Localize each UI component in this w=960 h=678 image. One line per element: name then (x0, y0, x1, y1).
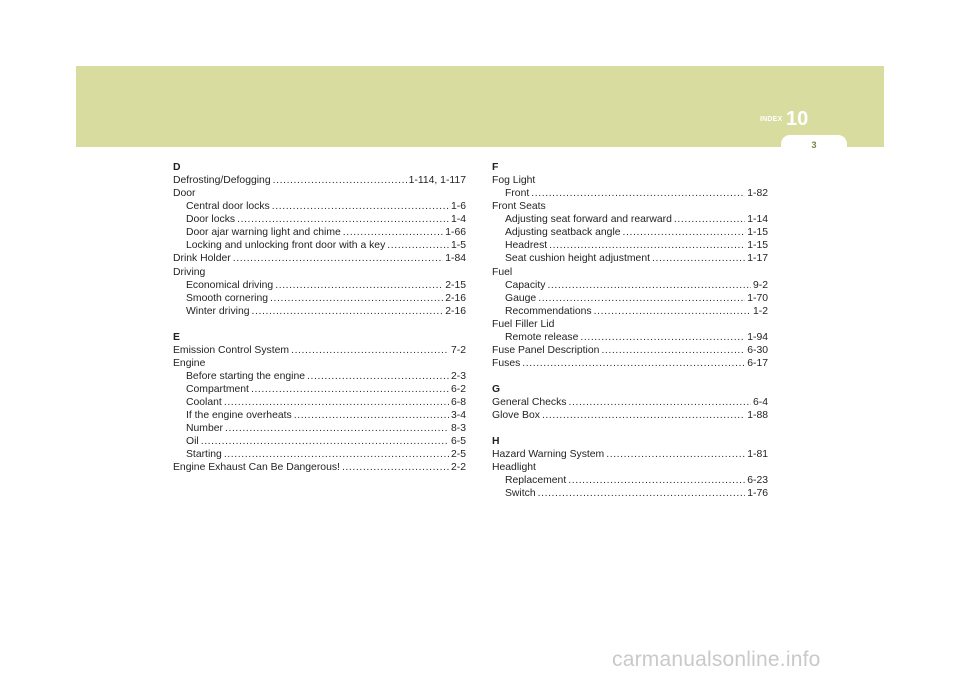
entry-label: Remote release (505, 331, 579, 343)
dot-leader (291, 344, 449, 357)
dot-leader (522, 357, 745, 370)
entry-label: Coolant (186, 397, 222, 409)
entry-page: 1-76 (747, 488, 768, 500)
section-gap (173, 318, 466, 331)
section-letter: F (492, 162, 499, 173)
entry-label: Smooth cornering (186, 292, 269, 304)
index-subentry (173, 279, 466, 292)
entry-page: 2-2 (450, 462, 466, 474)
entry-label: Front (505, 188, 530, 200)
index-entry-heading: Headlight (492, 462, 536, 474)
dot-leader (594, 305, 751, 318)
entry-label: General Checks (492, 397, 567, 409)
dot-leader (674, 213, 745, 226)
entry-label: Drink Holder (173, 253, 231, 265)
index-label: INDEX (760, 116, 783, 123)
index-entry-heading: Front Seats (492, 201, 546, 213)
entry-page: 2-5 (450, 449, 466, 461)
index-subentry (173, 383, 466, 396)
dot-leader (233, 252, 443, 265)
entry-label: Replacement (505, 475, 567, 487)
entry-page: 2-16 (445, 292, 466, 304)
dot-leader (343, 226, 443, 239)
entry-page: 2-15 (445, 279, 466, 291)
entry-label: Gauge (505, 292, 537, 304)
index-entry (173, 252, 466, 265)
entry-page: 1-14 (747, 214, 768, 226)
index-subentry (492, 487, 768, 500)
dot-leader (201, 435, 449, 448)
index-subentry (173, 370, 466, 383)
dot-leader (531, 187, 745, 200)
entry-label: Door ajar warning light and chime (186, 227, 341, 239)
entry-label: Starting (186, 449, 222, 461)
watermark: carmanualsonline.info (612, 648, 821, 671)
entry-page: 1-15 (747, 240, 768, 252)
dot-leader (580, 331, 745, 344)
index-subentry (492, 252, 768, 265)
index-column-right (492, 161, 768, 501)
index-entry (492, 396, 768, 409)
dot-leader (224, 448, 449, 461)
index-subentry (173, 422, 466, 435)
dot-leader (542, 409, 745, 422)
entry-label: Adjusting seat forward and rearward (505, 214, 672, 226)
entry-label: Seat cushion height adjustment (505, 253, 650, 265)
index-subentry (173, 409, 466, 422)
entry-page: 1-5 (450, 240, 466, 252)
entry-page: 8-3 (450, 423, 466, 435)
index-subentry (492, 187, 768, 200)
entry-page: 1-6 (450, 201, 466, 213)
index-entry-heading: Engine (173, 357, 206, 369)
section-letter: G (492, 384, 501, 395)
entry-label: Central door locks (186, 201, 270, 213)
entry-page: 6-8 (450, 397, 466, 409)
entry-page: 2-3 (450, 370, 466, 382)
dot-leader (275, 279, 443, 292)
entry-label: Capacity (505, 279, 546, 291)
entry-label: Hazard Warning System (492, 449, 605, 461)
index-subentry (492, 213, 768, 226)
entry-page: 1-70 (747, 292, 768, 304)
index-entry (492, 448, 768, 461)
index-subentry (173, 239, 466, 252)
entry-label: Locking and unlocking front door with a key (186, 240, 386, 252)
dot-leader (569, 396, 751, 409)
entry-page: 1-94 (747, 331, 768, 343)
index-entry-heading: Fuel Filler Lid (492, 318, 555, 330)
dot-leader (237, 213, 449, 226)
entry-label: Oil (186, 436, 199, 448)
index-entry-heading: Fuel (492, 266, 513, 278)
entry-page: 1-15 (747, 227, 768, 239)
entry-page: 6-23 (747, 475, 768, 487)
entry-page: 6-4 (752, 397, 768, 409)
dot-leader (307, 370, 449, 383)
index-column-left (173, 161, 466, 474)
entry-label: Economical driving (186, 279, 274, 291)
dot-leader (538, 292, 745, 305)
page-number: 3 (811, 140, 817, 150)
index-entry-heading: Driving (173, 266, 206, 278)
entry-page: 3-4 (450, 410, 466, 422)
dot-leader (652, 252, 745, 265)
section-gap (492, 370, 768, 383)
index-entry-heading: Fog Light (492, 175, 536, 187)
index-subentry (173, 435, 466, 448)
entry-label: Door locks (186, 214, 236, 226)
index-entry (173, 461, 466, 474)
entry-page: 1-2 (752, 305, 768, 317)
header-band (76, 66, 884, 147)
index-entry (173, 344, 466, 357)
index-subentry (173, 200, 466, 213)
entry-label: Compartment (186, 384, 249, 395)
index-subentry (173, 448, 466, 461)
dot-leader (273, 174, 407, 187)
index-subentry (173, 396, 466, 409)
dot-leader (623, 226, 746, 239)
entry-page: 1-82 (747, 188, 768, 200)
entry-label: Adjusting seatback angle (505, 227, 621, 239)
entry-page: 6-17 (747, 357, 768, 369)
dot-leader (606, 448, 745, 461)
index-subentry (492, 292, 768, 305)
dot-leader (224, 396, 449, 409)
dot-leader (387, 239, 449, 252)
section-letter: D (173, 162, 181, 173)
index-entry (492, 409, 768, 422)
entry-page: 9-2 (752, 279, 768, 291)
entry-label: Glove Box (492, 410, 540, 422)
index-subentry (492, 331, 768, 344)
dot-leader (252, 305, 444, 318)
section-gap (492, 422, 768, 435)
dot-leader (294, 409, 449, 422)
entry-page: 1-84 (445, 253, 466, 265)
dot-leader (225, 422, 449, 435)
entry-page: 6-5 (450, 436, 466, 448)
dot-leader (568, 474, 745, 487)
index-entry (492, 344, 768, 357)
entry-page: 1-4 (450, 214, 466, 226)
dot-leader (342, 461, 449, 474)
chapter-number: 10 (786, 108, 809, 130)
index-subentry (492, 239, 768, 252)
entry-label: Number (186, 423, 223, 435)
entry-page: 1-114, 1-117 (408, 175, 466, 187)
dot-leader (251, 383, 449, 396)
entry-label: Headrest (505, 240, 548, 252)
entry-page: 6-2 (450, 384, 466, 395)
entry-page: 1-66 (445, 227, 466, 239)
section-letter: E (173, 331, 180, 343)
entry-page: 2-16 (445, 305, 466, 317)
index-subentry (173, 292, 466, 305)
dot-leader (270, 292, 443, 305)
entry-label: Engine Exhaust Can Be Dangerous! (173, 462, 340, 474)
entry-label: Defrosting/Defogging (173, 175, 271, 187)
index-subentry (492, 474, 768, 487)
entry-label: Emission Control System (173, 344, 290, 356)
index-subentry (492, 226, 768, 239)
entry-label: Fuse Panel Description (492, 344, 600, 356)
index-subentry (492, 279, 768, 292)
entry-page: 6-30 (747, 344, 768, 356)
index-subentry (173, 213, 466, 226)
entry-page: 1-17 (747, 253, 768, 265)
entry-label: Before starting the engine (186, 370, 305, 382)
dot-leader (549, 239, 745, 252)
entry-page: 1-81 (747, 449, 768, 461)
section-letter: H (492, 436, 500, 448)
entry-label: If the engine overheats (186, 410, 292, 422)
index-entry (492, 357, 768, 370)
entry-label: Recommendations (505, 305, 592, 317)
index-entry (173, 174, 466, 187)
entry-label: Switch (505, 488, 536, 500)
dot-leader (601, 344, 745, 357)
dot-leader (538, 487, 746, 500)
entry-label: Winter driving (186, 305, 250, 317)
index-subentry (492, 305, 768, 318)
entry-page: 1-88 (747, 410, 768, 422)
index-subentry (173, 305, 466, 318)
dot-leader (272, 200, 449, 213)
index-entry-heading: Door (173, 188, 196, 200)
dot-leader (547, 279, 751, 292)
entry-label: Fuses (492, 357, 521, 369)
index-subentry (173, 226, 466, 239)
entry-page: 7-2 (450, 344, 466, 356)
